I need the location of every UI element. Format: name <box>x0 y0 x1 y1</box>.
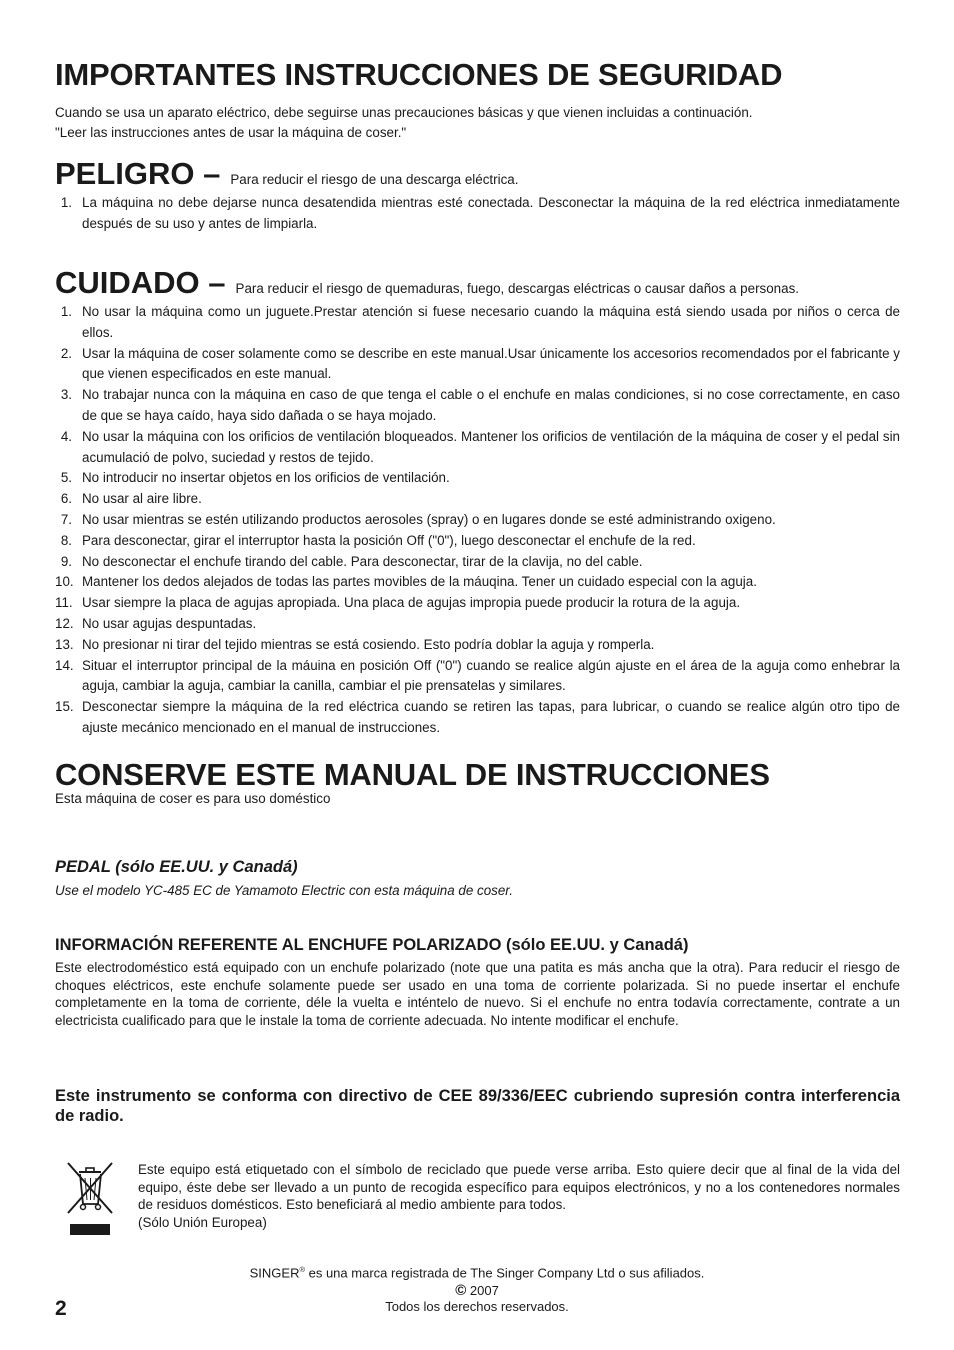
cuidado-header <box>55 265 799 301</box>
list-item <box>55 593 900 614</box>
conserve-heading: CONSERVE ESTE MANUAL DE INSTRUCCIONES <box>55 757 770 792</box>
list-item-text: No desconectar el enchufe tirando del cable. Para desconectar, tirar de la clavija, no del cable. <box>82 553 643 569</box>
cuidado-subtitle: Para reducir el riesgo de quemaduras, fuego, descargas eléctricas o causar daños a personas. <box>235 281 799 296</box>
list-item-number: 14. <box>55 657 74 673</box>
list-item-text: La máquina no debe dejarse nunca desatendida mientras esté conectada. Desconectar la máquina de la red eléctrica inmediatamente después de su uso y antes de limpiarla. <box>82 195 900 231</box>
list-item-text: No usar mientras se estén utilizando productos aerosoles (spray) o en lugares donde se esté administrando oxigeno. <box>82 511 776 527</box>
list-item <box>55 510 900 531</box>
crossed-bin-icon <box>65 1160 115 1236</box>
list-item-number: 13. <box>55 636 74 652</box>
list-item-number: 4. <box>60 428 72 444</box>
page-title: IMPORTANTES INSTRUCCIONES DE SEGURIDAD <box>55 57 783 92</box>
copyright-year: 2007 <box>469 1283 499 1298</box>
list-item-number: 15. <box>55 699 74 715</box>
list-item-number: 7. <box>60 511 72 527</box>
list-item-text: No usar agujas despuntadas. <box>82 615 257 631</box>
list-item-number: 1. <box>60 195 72 210</box>
trademark-line <box>0 1265 954 1280</box>
list-item-number: 2. <box>60 345 72 361</box>
list-item-number: 1. <box>60 304 72 319</box>
rights-line: Todos los derechos reservados. <box>385 1299 569 1314</box>
list-item-text: No trabajar nunca con la máquina en caso de que tenga el cable o el enchufe en malas condiciones, si no cose correctamente, en caso de que se haya caído, haya sido dañada o se haya mojado. <box>82 387 900 423</box>
list-item <box>55 468 900 489</box>
peligro-list <box>55 193 900 235</box>
polarized-text: Este electrodoméstico está equipado con un enchufe polarizado (note que una patita es más ancha que la otra). Para reducir el riesgo de choques eléctricos, este enchufe solamente puede ser usado en una toma de corriente polarizada. Si no puede insertar el enchufe completamente en la toma de corriente, déle la vuelta e inténtelo de nuevo. Si el enchufe no entra todavía correctamente, contrate a un electricista cualificado para que le instale la toma de corriente adecuada. No intente modificar el enchufe. <box>55 960 900 1028</box>
list-item-text: No introducir no insertar objetos en los orificios de ventilación. <box>82 470 450 486</box>
list-item <box>55 193 900 235</box>
list-item <box>55 489 900 510</box>
list-item <box>55 385 900 427</box>
list-item-text: No presionar ni tirar del tejido mientras se está cosiendo. Esto podría doblar la aguja y romperla. <box>82 636 655 652</box>
list-item <box>55 697 900 739</box>
pedal-heading: PEDAL (sólo EE.UU. y Canadá) <box>55 858 298 876</box>
directive-text: Este instrumento se conforma con directivo de CEE 89/336/EEC cubriendo supresión contra interferencia de radio. <box>55 1087 900 1125</box>
list-item-text: No usar la máquina con los orificios de ventilación bloqueados. Mantener los orificios de ventilación de la máquina de coser y el pedal sin acumulació de polvo, suciedad y restos de tejido. <box>82 428 900 465</box>
list-item <box>55 302 900 344</box>
peligro-header <box>55 156 518 192</box>
list-item <box>55 427 900 469</box>
peligro-subtitle: Para reducir el riesgo de una descarga eléctrica. <box>230 172 519 187</box>
list-item-text: No usar la máquina como un juguete.Prestar atención si fuese necesario cuando la máquina está siendo usada por niños o cerca de ellos. <box>82 304 900 340</box>
list-item <box>55 635 900 656</box>
list-item-number: 5. <box>60 470 72 486</box>
pedal-text: Use el modelo YC-485 EC de Yamamoto Electric con esta máquina de coser. <box>55 883 513 898</box>
cuidado-heading: CUIDADO – <box>55 265 226 300</box>
intro-line-2: "Leer las instrucciones antes de usar la máquina de coser." <box>55 125 407 140</box>
weee-section <box>55 1158 900 1238</box>
list-item-text: Usar siempre la placa de agujas apropiada. Una placa de agujas impropia puede producir la rotura de la aguja. <box>82 595 741 611</box>
peligro-heading: PELIGRO – <box>55 156 221 191</box>
list-item-number: 6. <box>60 491 72 507</box>
polarized-heading: INFORMACIÓN REFERENTE AL ENCHUFE POLARIZADO (sólo EE.UU. y Canadá) <box>55 936 689 954</box>
list-item <box>55 344 900 386</box>
list-item <box>55 614 900 635</box>
list-item-number: 3. <box>60 387 72 403</box>
list-item-number: 12. <box>55 615 74 631</box>
list-item-number: 8. <box>60 532 72 548</box>
copyright-symbol: © <box>455 1282 467 1299</box>
registered-mark: ® <box>299 1265 305 1274</box>
list-item-text: No usar al aire libre. <box>82 491 202 507</box>
list-item-number: 11. <box>55 595 73 611</box>
list-item-text: Para desconectar, girar el interruptor hasta la posición Off ("0"), luego desconectar el enchufe de la red. <box>82 532 696 548</box>
trademark-text: es una marca registrada de The Singer Company Ltd o sus afiliados. <box>305 1265 705 1281</box>
list-item <box>55 656 900 698</box>
copyright-line <box>0 1282 954 1299</box>
cuidado-list <box>55 302 900 739</box>
list-item <box>55 531 900 552</box>
list-item-text: Situar el interruptor principal de la máuina en posición Off ("0") cuando se realice algún ajuste en el área de la aguja como enhebrar la aguja, cambiar la aguja, cambiar la canilla, cambiar el pie prensatelas y similares. <box>82 657 900 694</box>
list-item-text: Mantener los dedos alejados de todas las partes movibles de la máuqina. Tener un cuidado especial con la aguja. <box>82 574 757 590</box>
list-item-number: 9. <box>60 553 72 569</box>
conserve-note: Esta máquina de coser es para uso doméstico <box>55 791 331 806</box>
intro-line-1: Cuando se usa un aparato eléctrico, debe seguirse unas precauciones básicas y que vienen incluidas a continuación. <box>55 105 753 120</box>
list-item-number: 10. <box>55 574 74 590</box>
brand-name: SINGER <box>249 1265 300 1281</box>
page-number: 2 <box>55 1297 67 1320</box>
list-item <box>55 552 900 573</box>
list-item-text: Desconectar siempre la máquina de la red eléctrica cuando se retiren las tapas, para lubricar, o cuando se realice algún otro tipo de ajuste mecánico mencionado en el manual de instrucciones. <box>82 699 900 735</box>
list-item-text: Usar la máquina de coser solamente como se describe en este manual.Usar únicamente los accesorios recomendados por el fabricante y que vienen especificados en este manual. <box>82 345 900 382</box>
weee-description: Este equipo está etiquetado con el símbolo de reciclado que puede verse arriba. Esto quiere decir que al final de la vida del equipo, éste debe ser llevado a un punto de recogida específico para equipos electrónicos, y no a los contenedores normales de residuos domésticos. Esto beneficiará al medio ambiente para todos. <box>138 1162 900 1213</box>
weee-text <box>138 1161 900 1231</box>
list-item <box>55 572 900 593</box>
weee-note: (Sólo Unión Europea) <box>138 1214 267 1230</box>
